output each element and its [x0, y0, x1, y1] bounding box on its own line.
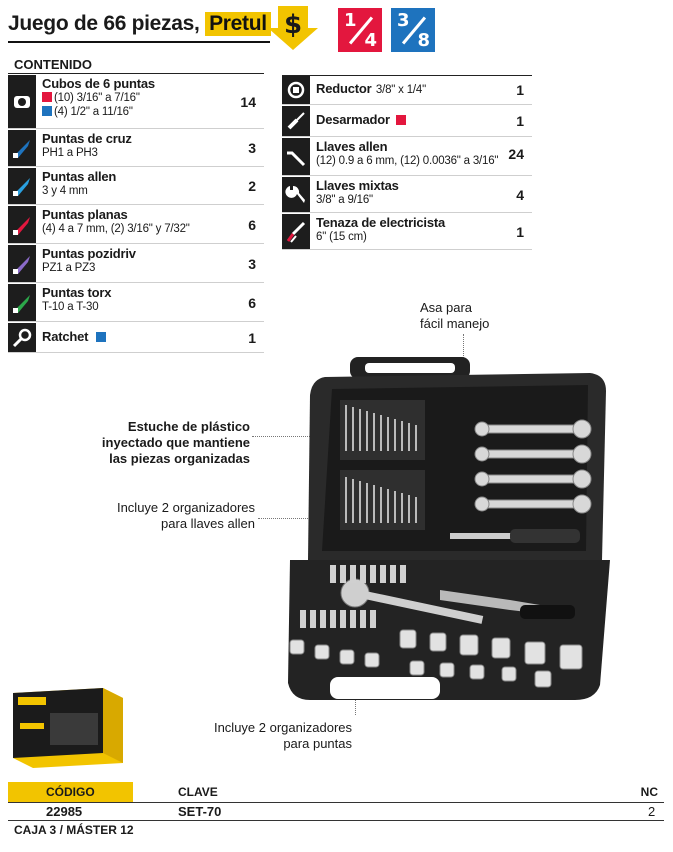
allen-bit-icon	[8, 168, 36, 204]
quarter-inch-marker	[396, 115, 406, 125]
callout-line: Estuche de plástico	[127, 419, 250, 434]
item-name: Puntas planas	[42, 207, 128, 222]
torx-bit-icon	[8, 284, 36, 321]
item-name: Puntas de cruz	[42, 131, 132, 146]
allen-organizer-callout	[90, 500, 255, 532]
title-text: Juego de 66 piezas,	[8, 12, 200, 35]
item-detail: 3 y 4 mm	[42, 185, 88, 197]
list-item	[282, 75, 532, 105]
list-item	[282, 106, 532, 137]
item-quantity: 2	[248, 178, 256, 194]
item-quantity: 4	[516, 186, 524, 203]
badge-denominator: 4	[364, 30, 377, 51]
item-quantity: 3	[248, 140, 256, 156]
item-name: Reductor	[316, 81, 372, 96]
item-detail: PH1 a PH3	[42, 147, 98, 159]
wrench-icon	[282, 177, 310, 212]
product-code: 22985	[46, 804, 83, 819]
price-arrow-icon	[268, 6, 318, 50]
nc-value: 2	[648, 804, 656, 819]
callout-line: Incluye 2 organizadores	[116, 500, 255, 515]
tool-case-image	[270, 355, 620, 715]
item-name: Puntas pozidriv	[42, 246, 136, 261]
item-name: Cubos de 6 puntas	[42, 76, 155, 91]
bit-organizer-callout	[180, 720, 352, 752]
allen-key-icon	[282, 138, 310, 175]
item-quantity: 14	[240, 93, 256, 110]
badge-quarter-inch	[338, 8, 382, 52]
nc-header: NC	[640, 785, 658, 799]
ratchet-icon	[8, 323, 36, 352]
three-eighths-marker	[42, 106, 52, 116]
pozidriv-bit-icon	[8, 245, 36, 282]
item-quantity: 6	[248, 216, 256, 233]
badge-numerator: 1	[344, 10, 357, 31]
list-item	[282, 214, 532, 250]
callout-line: las piezas organizadas	[109, 451, 250, 466]
item-name: Puntas torx	[42, 285, 112, 300]
list-item	[8, 75, 264, 129]
price-badge	[268, 6, 318, 50]
list-item	[8, 245, 264, 283]
table-divider	[8, 802, 664, 803]
case-callout	[80, 419, 250, 467]
item-quantity: 1	[516, 82, 524, 98]
packaging-info: CAJA 3 / MÁSTER 12	[14, 823, 134, 837]
list-item	[8, 284, 264, 322]
quarter-inch-marker	[42, 92, 52, 102]
code-header: CÓDIGO	[46, 785, 95, 799]
item-name: Llaves mixtas	[316, 178, 399, 193]
phillips-bit-icon	[8, 130, 36, 166]
flat-bit-icon	[8, 206, 36, 243]
item-quantity: 1	[516, 223, 524, 240]
item-quantity: 3	[248, 255, 256, 272]
callout-line: para puntas	[283, 736, 352, 751]
product-code-table	[8, 782, 664, 802]
item-detail: (4) 1/2" a 11/16"	[54, 106, 133, 118]
screwdriver-icon	[282, 106, 310, 136]
list-item	[282, 138, 532, 176]
item-detail: 3/8" x 1/4"	[375, 84, 426, 96]
product-box-thumbnail	[8, 683, 128, 769]
item-name: Ratchet	[42, 329, 89, 344]
contents-divider	[8, 73, 264, 74]
pliers-icon	[282, 214, 310, 249]
item-quantity: 1	[516, 113, 524, 129]
contents-heading: CONTENIDO	[14, 57, 92, 72]
item-name: Puntas allen	[42, 169, 117, 184]
handle-callout	[420, 300, 489, 332]
list-item	[8, 168, 264, 205]
callout-line: inyectado que mantiene	[101, 435, 250, 450]
badge-three-eighths-inch	[391, 8, 435, 52]
badge-numerator: 3	[397, 10, 410, 31]
price-symbol: $	[283, 10, 303, 40]
item-detail: (12) 0.9 a 6 mm, (12) 0.0036" a 3/16"	[316, 155, 499, 167]
item-detail: PZ1 a PZ3	[42, 262, 96, 274]
list-item	[8, 206, 264, 244]
callout-line: fácil manejo	[420, 316, 490, 331]
item-quantity: 24	[508, 146, 524, 162]
callout-line: para llaves allen	[161, 516, 255, 531]
reducer-icon	[282, 76, 310, 104]
badge-denominator: 8	[417, 30, 430, 51]
table-bottom-line	[8, 820, 664, 821]
product-key: SET-70	[178, 804, 222, 819]
callout-line: Asa para	[420, 300, 473, 315]
item-name: Llaves allen	[316, 139, 388, 154]
item-detail: T-10 a T-30	[42, 301, 99, 313]
list-item	[282, 177, 532, 213]
list-item	[8, 130, 264, 167]
callout-line: Incluye 2 organizadores	[213, 720, 352, 735]
item-detail: (10) 3/16" a 7/16"	[54, 92, 140, 104]
socket-icon	[8, 75, 36, 128]
item-name: Desarmador	[316, 112, 390, 127]
item-name: Tenaza de electricista	[316, 215, 446, 230]
title-underline	[8, 41, 270, 43]
brand-label: Pretul	[205, 12, 271, 36]
item-detail: 3/8" a 9/16"	[316, 194, 373, 206]
key-header: CLAVE	[178, 785, 218, 799]
list-item	[8, 323, 264, 353]
three-eighths-marker	[96, 332, 106, 342]
item-detail: (4) 4 a 7 mm, (2) 3/16" y 7/32"	[42, 223, 190, 235]
item-quantity: 6	[248, 294, 256, 311]
product-title	[8, 12, 271, 36]
item-detail: 6" (15 cm)	[316, 231, 367, 243]
item-quantity: 1	[248, 329, 256, 346]
